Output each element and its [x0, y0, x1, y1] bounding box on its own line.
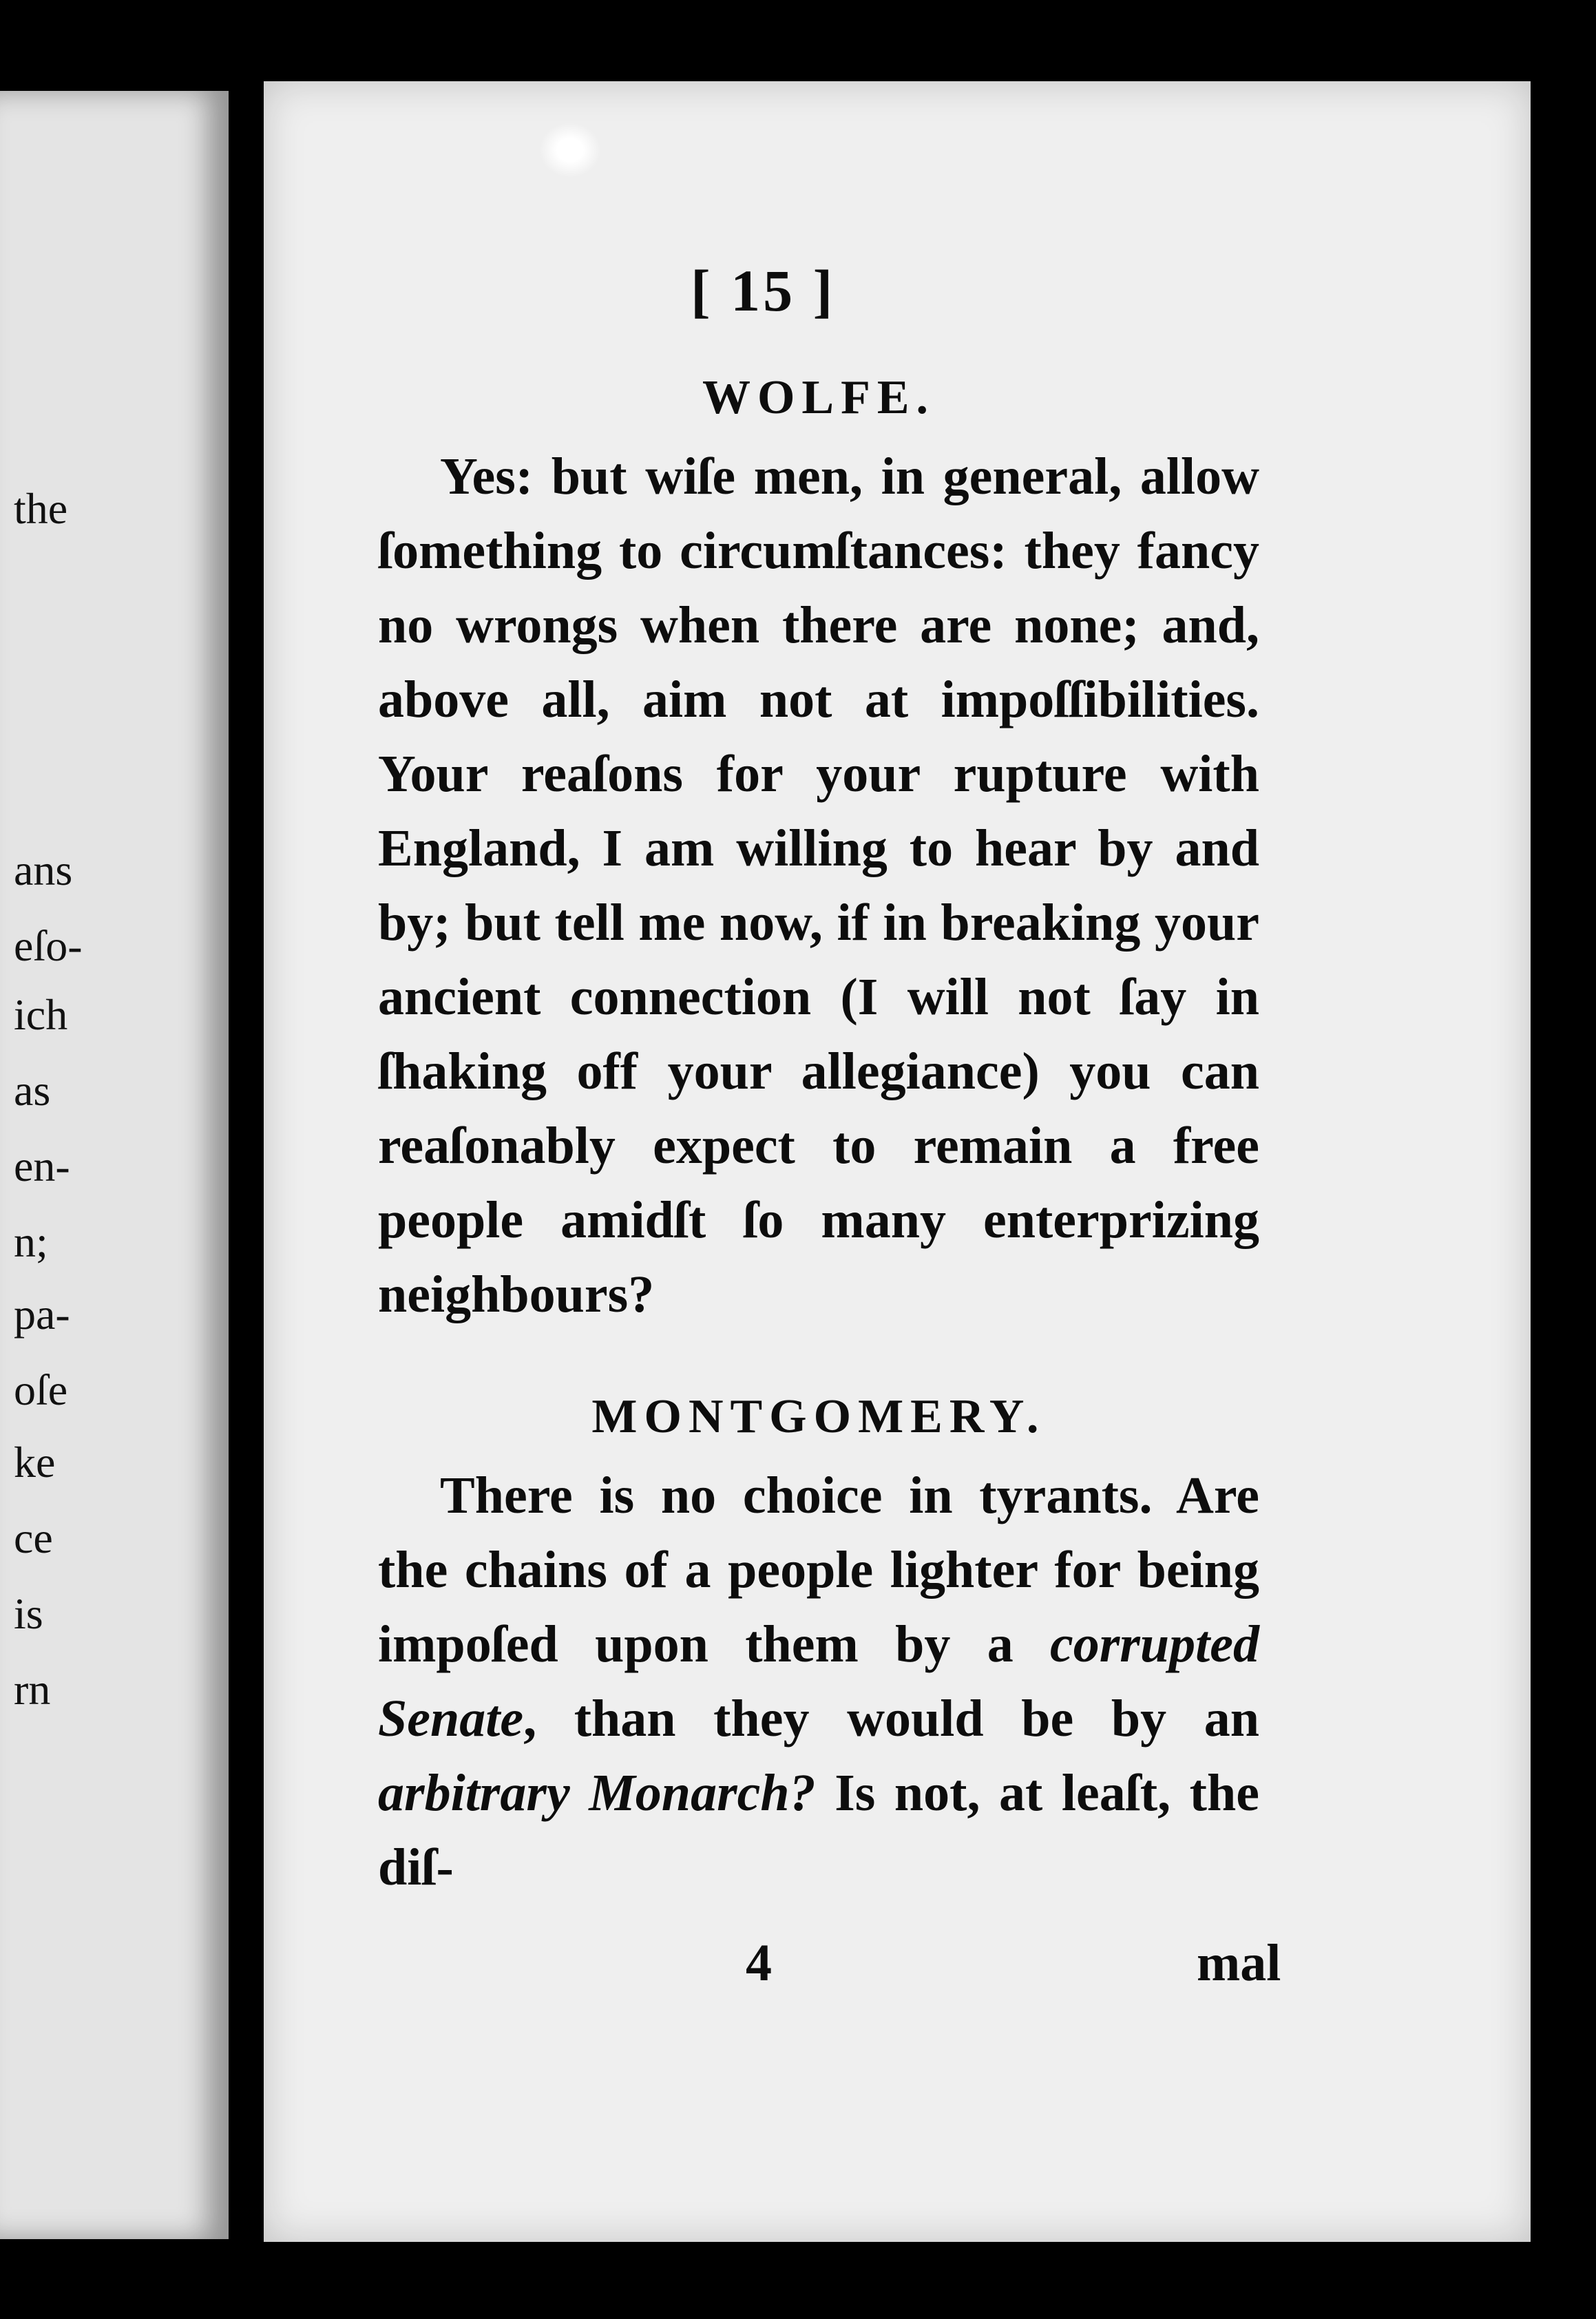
paragraph-montgomery — [378, 1458, 1259, 1904]
paragraph-text: , than they would be by an — [523, 1690, 1259, 1748]
left-fragment: ce — [14, 1513, 53, 1562]
left-fragment: n; — [14, 1217, 48, 1266]
paper-blemish — [539, 123, 601, 178]
paragraph-text: There is no choice in tyrants. Are the chains of a people lighter for being impoſed upon them by a — [378, 1467, 1259, 1673]
left-fragment: rn — [14, 1665, 51, 1714]
left-fragment: pa- — [14, 1290, 70, 1339]
facing-page-left — [0, 91, 229, 2239]
left-fragment: en- — [14, 1142, 70, 1190]
left-fragment: ich — [14, 990, 68, 1039]
speaker-heading-wolfe: WOLFE. — [702, 371, 936, 424]
italic-phrase: arbitrary Monarch? — [378, 1764, 816, 1822]
page-header: [ 15 ] — [691, 258, 836, 324]
left-fragment: ans — [14, 846, 73, 894]
left-fragment: ke — [14, 1438, 56, 1487]
left-fragment: as — [14, 1066, 51, 1115]
catchword: mal — [1197, 1934, 1281, 1992]
book-page — [264, 81, 1531, 2242]
left-fragment: is — [14, 1589, 43, 1638]
italic-phrase: corrupted Senate — [378, 1615, 1259, 1748]
speaker-heading-montgomery: MONTGOMERY. — [591, 1390, 1046, 1443]
left-fragment: the — [14, 484, 68, 533]
paragraph-text: Is not, at leaſt, the diſ- — [378, 1764, 1259, 1896]
left-fragment: eſo- — [14, 921, 83, 970]
paragraph-wolfe: Yes: but wiſe men, in general, allow ſomething to circumſtances: they fancy no wrongs when there are none; and, above all, aim not at impoſſibilities. Your reaſons for your rupture with England, I am willing to hear by and by; but tell me now, if in breaking your ancient connection (I will not ſay in ſhaking off your allegiance) you can reaſonably expect to remain a free people amidſt ſo many enterprizing neighbours? — [378, 448, 1259, 1323]
left-fragment: oſe — [14, 1365, 68, 1414]
signature-mark: 4 — [746, 1934, 772, 1992]
